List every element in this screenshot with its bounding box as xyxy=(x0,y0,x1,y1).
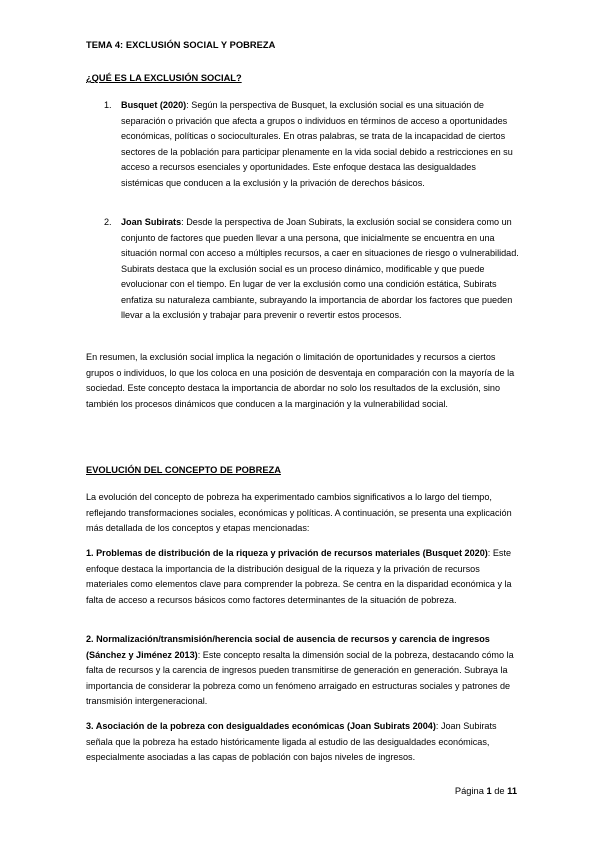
author-name: Busquet (2020) xyxy=(121,100,187,110)
concept-paragraph xyxy=(86,632,518,710)
document-title: TEMA 4: EXCLUSIÓN SOCIAL Y POBREZA xyxy=(86,40,276,50)
list-item-body xyxy=(121,215,520,324)
page-number: 1 xyxy=(486,786,492,796)
concept-text: : Este concepto resalta la dimensión social de la pobreza, destacando cómo la falta de recursos y la carencia de ingresos pueden transmitirse de generación en generación. Subraya la importancia de considerar la pobreza como un fenómeno arraigado en estructuras sociales y patrones de transmisión intergeneracional. xyxy=(86,649,514,706)
list-item-text: : Según la perspectiva de Busquet, la exclusión social es una situación de separación o privación que afecta a grupos o individuos en términos de acceso a oportunidades económicas, políticas o socioculturales. En otras palabras, se trata de la incapacidad de ciertos sectores de la población para participar plenamente en la vida social debido a restricciones en su acceso a recursos esenciales y oportunidades. Este enfoque destaca las desigualdades sistémicas que conducen a la exclusión y la privación de derechos básicos. xyxy=(121,100,513,188)
list-number: 2. xyxy=(104,217,112,227)
concept-paragraph xyxy=(86,719,518,766)
page-of-label: de xyxy=(494,786,505,796)
concept-text: : Joan Subirats señala que la pobreza ha estado históricamente ligada al estudio de las desigualdades económicas, especialmente asociadas a las capas de población con bajos niveles de ingresos. xyxy=(86,721,497,762)
intro-paragraph xyxy=(86,490,518,537)
concept-heading: 3. Asociación de la pobreza con desigualdades económicas (Joan Subirats 2004) xyxy=(86,721,436,731)
summary-paragraph xyxy=(86,350,518,412)
list-item xyxy=(104,215,520,324)
section-heading-exclusion: ¿QUÉ ES LA EXCLUSIÓN SOCIAL? xyxy=(86,73,242,83)
page-footer xyxy=(455,786,517,796)
total-pages: 11 xyxy=(507,786,517,796)
concept-heading: 1. Problemas de distribución de la riqueza y privación de recursos materiales (Busquet 2020) xyxy=(86,548,488,558)
list-item-body xyxy=(121,98,520,191)
section-heading-pobreza: EVOLUCIÓN DEL CONCEPTO DE POBREZA xyxy=(86,465,281,475)
list-item-text: : Desde la perspectiva de Joan Subirats, la exclusión social se considera como un conjunto de factores que pueden llevar a una persona, que inicialmente se encuentra en una situación normal con acceso a múltiples recursos, a caer en situaciones de riesgo o vulnerabilidad. Subirats destaca que la exclusión social es un proceso dinámico, modificable y que puede evolucionar con el tiempo. En lugar de ver la exclusión como una condición estática, Subirats enfatiza su naturaleza cambiante, subrayando la importancia de abordar los factores que pueden llevar a la exclusión y trabajar para prevenir o revertir estos procesos. xyxy=(121,217,519,320)
concept-text: : Este enfoque destaca la importancia de la distribución desigual de la riqueza y la privación de recursos materiales como elementos clave para comprender la pobreza. Se centra en la disparidad económica y la falta de acceso a recursos básicos como factores determinantes de la situación de pobreza. xyxy=(86,548,512,605)
concept-paragraph xyxy=(86,546,518,608)
author-name: Joan Subirats xyxy=(121,217,182,227)
list-item xyxy=(104,98,520,191)
intro-text: La evolución del concepto de pobreza ha experimentado cambios significativos a lo largo del tiempo, reflejando transformaciones sociales, económicas y políticas. A continuación, se presenta una explicación más detallada de los conceptos y etapas mencionadas: xyxy=(86,492,512,533)
concept-heading: 2. Normalización/transmisión/herencia social de ausencia de recursos y carencia de ingresos (Sánchez y Jiménez 2013) xyxy=(86,634,490,660)
page-label: Página xyxy=(454,786,484,796)
list-number: 1. xyxy=(104,100,112,110)
summary-text: En resumen, la exclusión social implica la negación o limitación de oportunidades y recursos a ciertos grupos o individuos, lo que los coloca en una posición de desventaja en comparación con la mayoría de la sociedad. Este concepto destaca la importancia de abordar no solo los resultados de la exclusión, sino también los procesos dinámicos que conducen a la marginación y la vulnerabilidad social. xyxy=(86,352,515,409)
